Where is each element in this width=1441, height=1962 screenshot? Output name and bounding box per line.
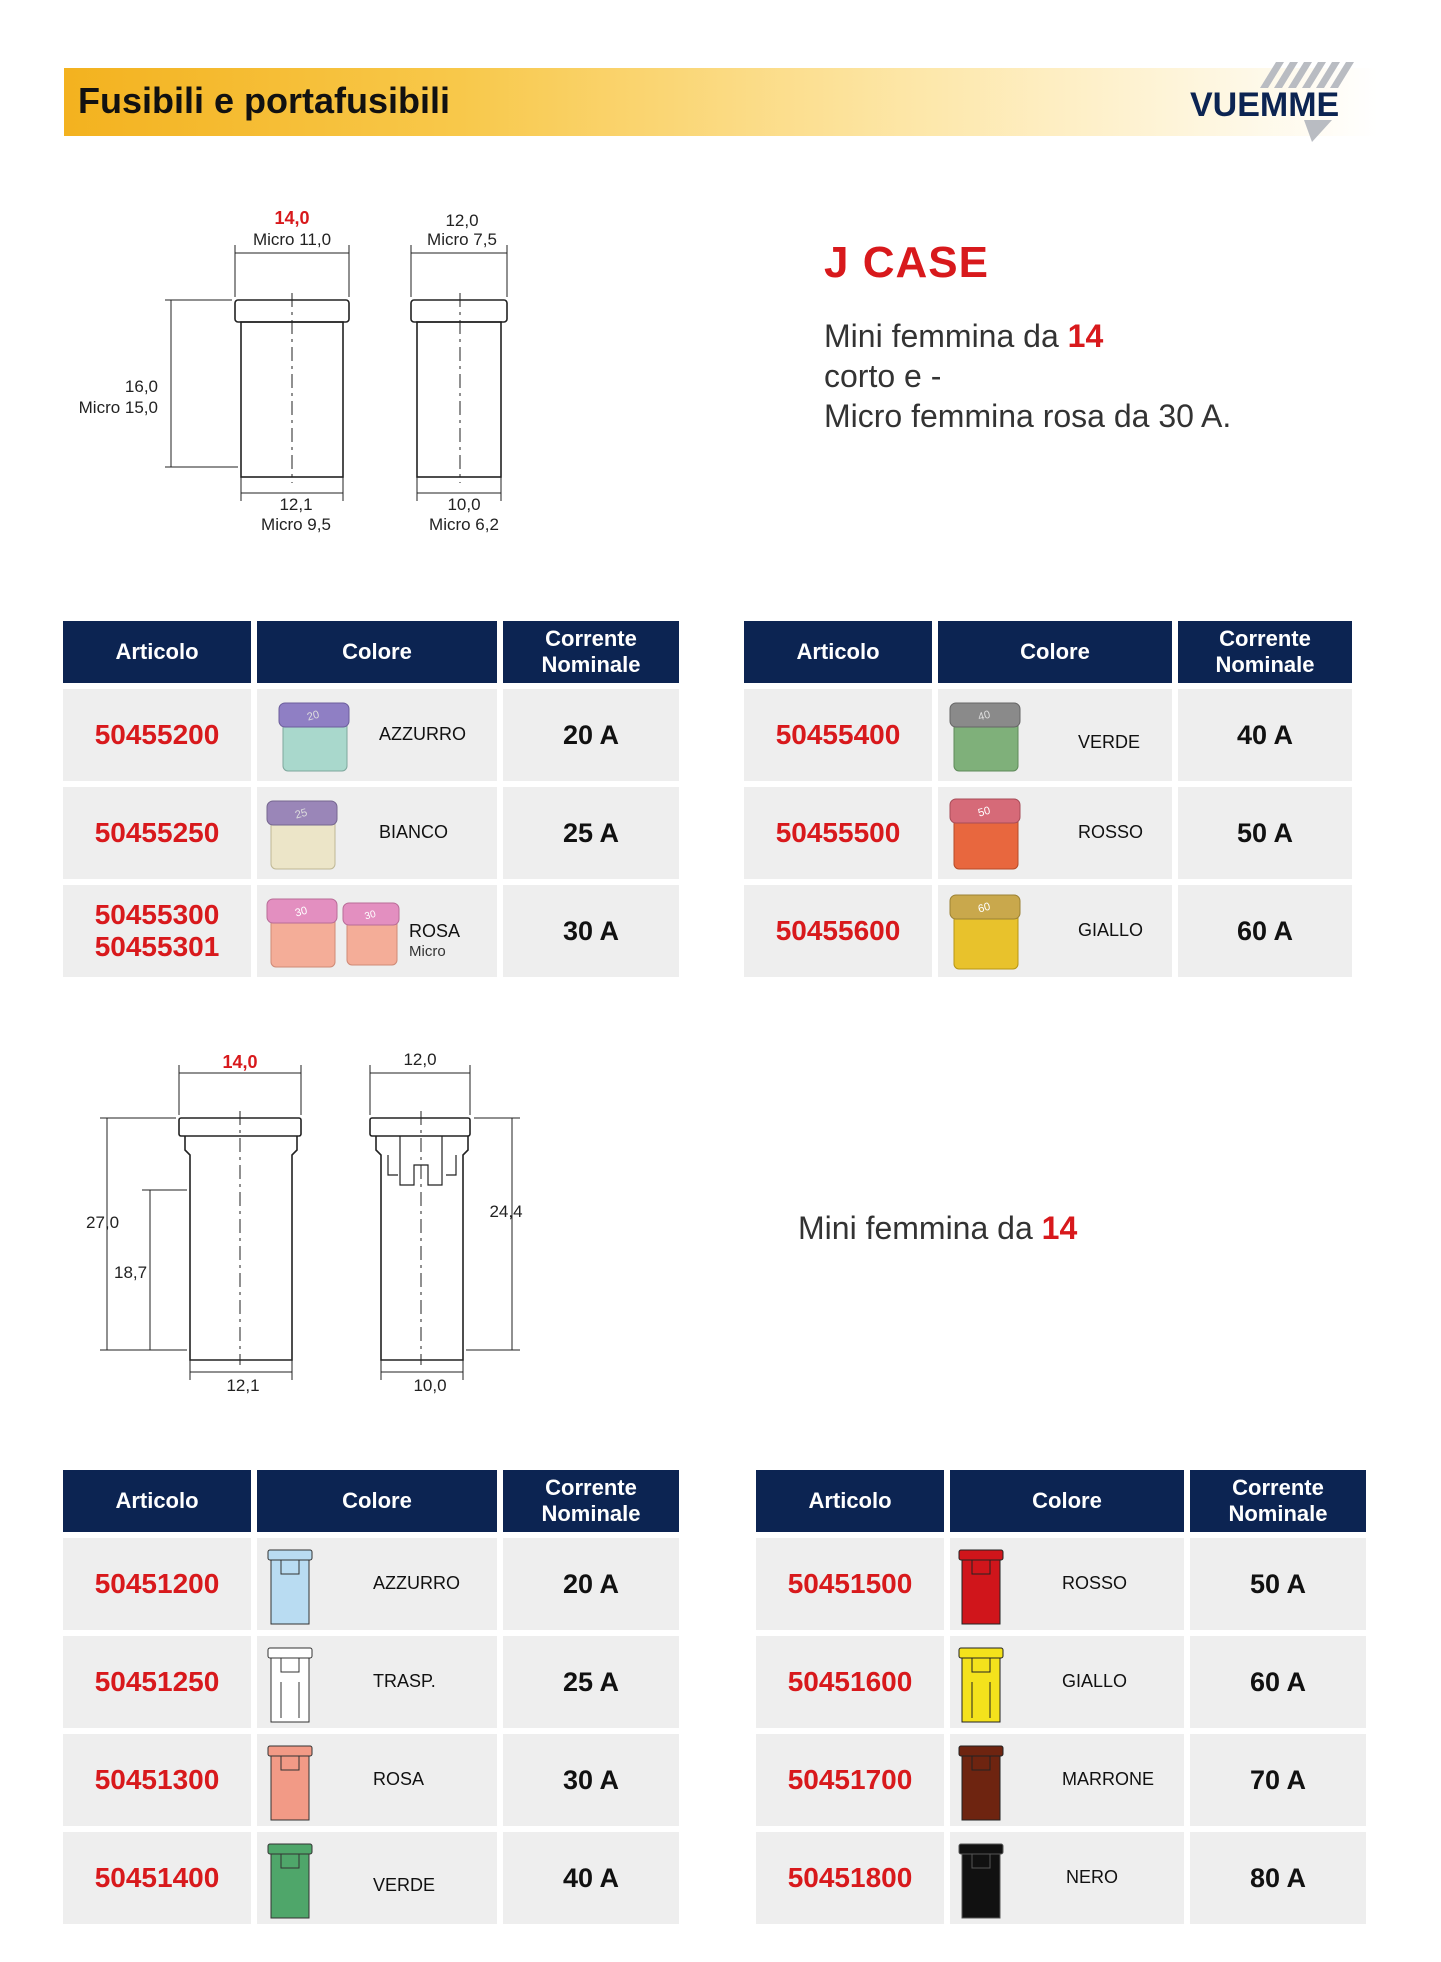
table-row xyxy=(63,1636,679,1728)
j-fuse-trasparente-icon xyxy=(265,1642,315,1726)
j-fuse-nero-icon xyxy=(956,1838,1006,1922)
size-highlight: 14 xyxy=(1067,318,1104,354)
header-corrente: Corrente Nominale xyxy=(503,1470,679,1532)
section1-description xyxy=(824,316,1231,436)
micro-fuse-rosa-icon xyxy=(341,899,403,969)
article-number: 50451600 xyxy=(756,1636,944,1728)
header-colore: Colore xyxy=(257,621,497,683)
section1-line3: Micro femmina rosa da 30 A. xyxy=(824,398,1232,434)
color-cell: VERDE xyxy=(257,1832,497,1924)
dim-inner-height: 18,7 xyxy=(114,1263,148,1282)
article-number: 50451700 xyxy=(756,1734,944,1826)
table-row xyxy=(63,787,679,879)
header-corrente: Corrente Nominale xyxy=(503,621,679,683)
dim-top-width: 14,0 xyxy=(274,208,310,228)
table-row xyxy=(63,885,679,977)
fuse-dimension-drawing-2 xyxy=(80,1045,540,1410)
dim-bottom-width-micro: Micro 9,5 xyxy=(261,515,331,534)
j-fuse-rosso-icon xyxy=(956,1544,1006,1628)
current-value: 80 A xyxy=(1190,1832,1366,1924)
color-cell: AZZURRO xyxy=(257,1538,497,1630)
dim-bottom-width: 12,1 xyxy=(279,495,313,514)
table-row xyxy=(63,689,679,781)
current-value: 30 A xyxy=(503,885,679,977)
j-fuse-giallo-icon xyxy=(956,1642,1006,1726)
j-fuse-azzurro-icon xyxy=(265,1544,315,1628)
section1-line1: Mini femmina da 14 xyxy=(824,318,1104,354)
article-number: 50451400 xyxy=(63,1832,251,1924)
article-number: 50455500 xyxy=(744,787,932,879)
size-highlight: 14 xyxy=(1041,1210,1078,1246)
table-row xyxy=(63,1538,679,1630)
current-value: 20 A xyxy=(503,689,679,781)
header-articolo: Articolo xyxy=(744,621,932,683)
svg-text:60: 60 xyxy=(976,900,992,916)
current-value: 60 A xyxy=(1178,885,1352,977)
current-value: 40 A xyxy=(1178,689,1352,781)
article-number: 50451800 xyxy=(756,1832,944,1924)
table-row xyxy=(744,885,1352,977)
table-row xyxy=(756,1538,1366,1630)
section-title: J CASE xyxy=(824,238,989,287)
j-fuse-verde-icon xyxy=(265,1838,315,1922)
article-number: 50455200 xyxy=(63,689,251,781)
current-value: 50 A xyxy=(1190,1538,1366,1630)
header-articolo: Articolo xyxy=(63,1470,251,1532)
dim-height: 27,0 xyxy=(86,1213,120,1232)
dim-side-bottom: 10,0 xyxy=(447,495,481,514)
header-colore: Colore xyxy=(950,1470,1184,1532)
header-colore: Colore xyxy=(257,1470,497,1532)
table-row xyxy=(756,1832,1366,1924)
header-corrente: Corrente Nominale xyxy=(1178,621,1352,683)
mini-fuse-giallo-icon xyxy=(948,889,1028,973)
dim-height: 16,0 xyxy=(124,377,158,396)
article-number: 50451500 xyxy=(756,1538,944,1630)
svg-text:30: 30 xyxy=(293,904,309,920)
page-title: Fusibili e portafusibili xyxy=(78,80,451,121)
table-row xyxy=(63,1734,679,1826)
table-row xyxy=(756,1636,1366,1728)
fuse-dimension-drawing-1 xyxy=(60,205,540,545)
mini-fuse-bianco-icon xyxy=(265,795,345,873)
svg-text:50: 50 xyxy=(976,804,992,820)
j-fuse-rosa-icon xyxy=(265,1740,315,1824)
dim-side-height: 24,4 xyxy=(489,1202,523,1221)
svg-text:30: 30 xyxy=(363,908,378,923)
mini-fuse-azzurro-icon xyxy=(277,697,357,775)
header-articolo: Articolo xyxy=(756,1470,944,1532)
article-number: 50451250 xyxy=(63,1636,251,1728)
dim-side-top-micro: Micro 7,5 xyxy=(427,230,497,249)
table-row xyxy=(63,1832,679,1924)
dim-top-width: 14,0 xyxy=(222,1052,258,1072)
fuse-table-2 xyxy=(738,615,1358,983)
page-header xyxy=(64,68,1378,136)
svg-text:20: 20 xyxy=(305,708,321,724)
article-number: 50455300 50455301 xyxy=(63,885,251,977)
j-fuse-marrone-icon xyxy=(956,1740,1006,1824)
fuse-table-3 xyxy=(57,1464,685,1930)
article-number: 50455400 xyxy=(744,689,932,781)
header-articolo: Articolo xyxy=(63,621,251,683)
current-value: 25 A xyxy=(503,1636,679,1728)
mini-fuse-verde-icon xyxy=(948,697,1028,775)
section1-line2: corto e - xyxy=(824,358,942,394)
color-cell: GIALLO xyxy=(950,1636,1184,1728)
vuemme-logo xyxy=(1186,58,1376,144)
article-number: 50455250 xyxy=(63,787,251,879)
color-cell: 60 GIALLO xyxy=(938,885,1172,977)
color-cell: ROSA xyxy=(257,1734,497,1826)
current-value: 60 A xyxy=(1190,1636,1366,1728)
current-value: 20 A xyxy=(503,1538,679,1630)
fuse-table-1 xyxy=(57,615,685,983)
logo-text: VUEMME xyxy=(1190,86,1340,124)
section2-description: Mini femmina da 14 xyxy=(798,1210,1078,1246)
svg-text:40: 40 xyxy=(976,708,992,724)
color-cell: 30 30 ROSA Micro xyxy=(257,885,497,977)
mini-fuse-rosa-icon xyxy=(265,893,345,971)
current-value: 30 A xyxy=(503,1734,679,1826)
dim-side-bottom: 10,0 xyxy=(413,1376,447,1395)
svg-text:25: 25 xyxy=(293,806,309,822)
color-cell: 50 ROSSO xyxy=(938,787,1172,879)
table-row xyxy=(756,1734,1366,1826)
current-value: 40 A xyxy=(503,1832,679,1924)
header-colore: Colore xyxy=(938,621,1172,683)
current-value: 50 A xyxy=(1178,787,1352,879)
current-value: 70 A xyxy=(1190,1734,1366,1826)
dim-side-bottom-micro: Micro 6,2 xyxy=(429,515,499,534)
color-cell: ROSSO xyxy=(950,1538,1184,1630)
table-row xyxy=(744,787,1352,879)
article-number: 50455600 xyxy=(744,885,932,977)
table-row xyxy=(744,689,1352,781)
color-cell: MARRONE xyxy=(950,1734,1184,1826)
dim-bottom-width: 12,1 xyxy=(226,1376,260,1395)
dim-height-micro: Micro 15,0 xyxy=(78,398,158,417)
color-cell: 20 AZZURRO xyxy=(257,689,497,781)
color-cell: TRASP. xyxy=(257,1636,497,1728)
color-cell: 40 VERDE xyxy=(938,689,1172,781)
article-number: 50451200 xyxy=(63,1538,251,1630)
header-corrente: Corrente Nominale xyxy=(1190,1470,1366,1532)
color-cell: 25 BIANCO xyxy=(257,787,497,879)
fuse-table-4 xyxy=(750,1464,1372,1930)
mini-fuse-rosso-icon xyxy=(948,793,1028,873)
article-number: 50451300 xyxy=(63,1734,251,1826)
color-cell: NERO xyxy=(950,1832,1184,1924)
dim-top-width-micro: Micro 11,0 xyxy=(252,230,332,249)
dim-side-top: 12,0 xyxy=(403,1050,437,1069)
dim-side-top: 12,0 xyxy=(445,211,479,230)
current-value: 25 A xyxy=(503,787,679,879)
